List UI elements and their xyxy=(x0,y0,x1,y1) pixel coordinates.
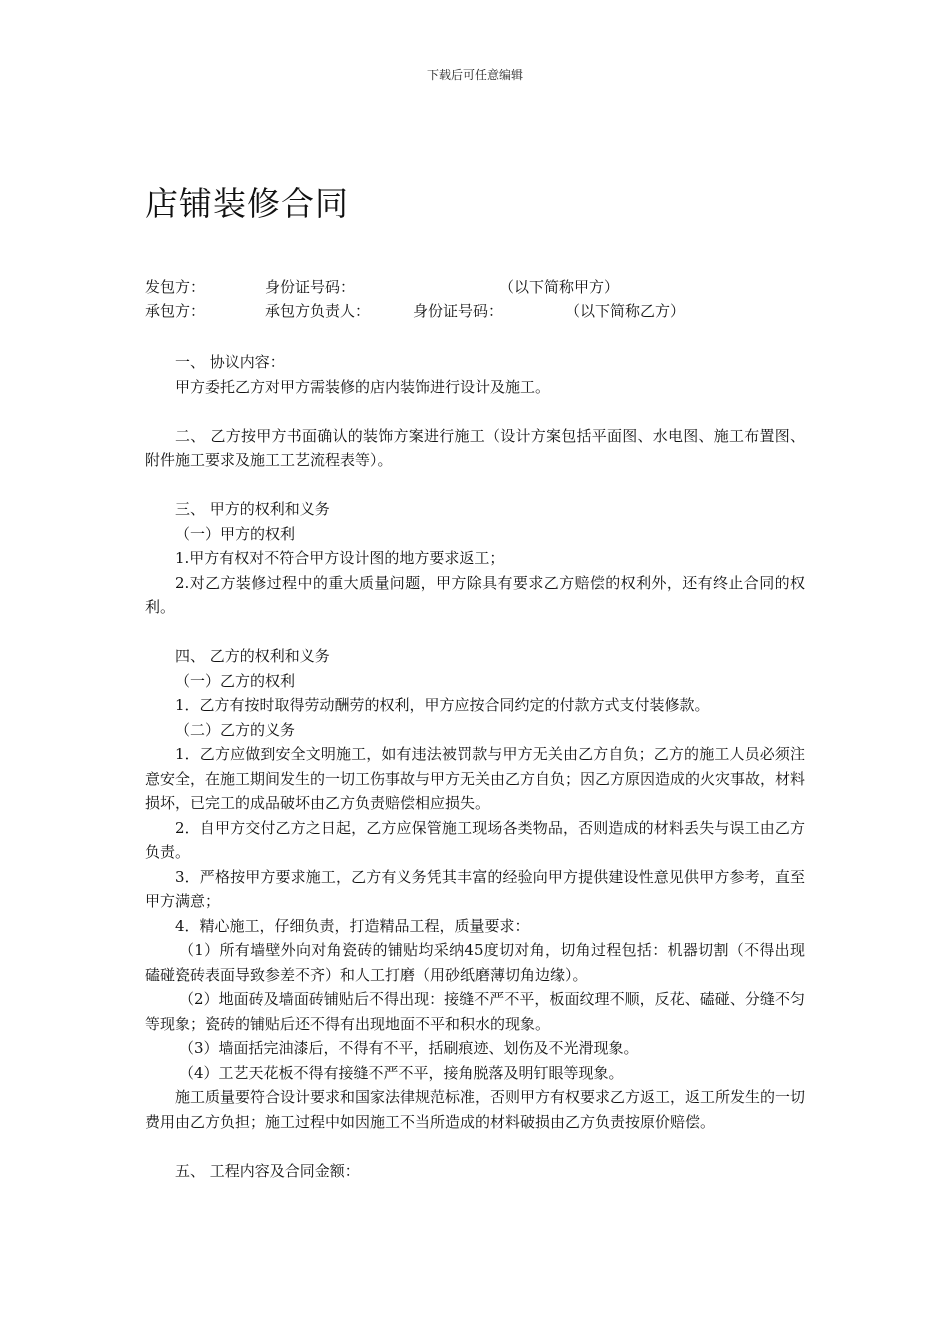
section-4-duty-2: 2．自甲方交付乙方之日起，乙方应保管施工现场各类物品，否则造成的材料丢失与误工由乙方负责。 xyxy=(145,818,805,861)
quality-requirement-4: （4）工艺天花板不得有接缝不严不平，接角脱落及明钉眼等现象。 xyxy=(179,1063,624,1082)
section-4-subheading-rights: （一）乙方的权利 xyxy=(175,671,296,690)
contractor-label: 承包方： xyxy=(145,302,206,320)
document-title: 店铺装修合同 xyxy=(145,184,349,223)
quality-requirement-2: （2）地面砖及墙面砖铺贴后不得出现：接缝不严不平，板面纹理不顺，反花、磕碰、分缝不匀等现象；瓷砖的铺贴后还不得有出现地面不平和积水的现象。 xyxy=(145,990,805,1033)
section-1-heading: 一、 协议内容： xyxy=(175,353,285,371)
contractor-alias: （以下简称乙方） xyxy=(565,302,686,320)
contractor-manager-label: 承包方负责人： xyxy=(265,302,371,320)
section-1-paragraph: 甲方委托乙方对甲方需装修的店内装饰进行设计及施工。 xyxy=(175,377,551,396)
section-4-heading: 四、 乙方的权利和义务 xyxy=(175,647,330,665)
quality-requirement-3: （3）墙面括完油漆后，不得有不平，括刷痕迹、划伤及不光滑现象。 xyxy=(179,1039,639,1057)
section-5-heading: 五、 工程内容及合同金额： xyxy=(175,1161,360,1180)
section-2-paragraph: 二、 乙方按甲方书面确认的装饰方案进行施工（设计方案包括平面图、水电图、施工布置图、附件施工要求及施工工艺流程表等）。 xyxy=(145,426,805,469)
employer-id-label: 身份证号码： xyxy=(265,278,356,296)
section-3-item-2: 2.对乙方装修过程中的重大质量问题，甲方除具有要求乙方赔偿的权利外，还有终止合同的权利。 xyxy=(145,573,805,616)
section-4-subheading-duties: （二）乙方的义务 xyxy=(175,720,296,739)
section-3-item-1: 1.甲方有权对不符合甲方设计图的地方要求返工； xyxy=(175,549,505,567)
quality-requirement-1: （1）所有墙壁外向对角瓷砖的铺贴均采纳45度切对角，切角过程包括：机器切割（不得出现磕碰瓷砖表面导致参差不齐）和人工打磨（用砂纸磨薄切角边缘）。 xyxy=(145,941,805,984)
quality-standard-paragraph: 施工质量要符合设计要求和国家法律规范标准，否则甲方有权要求乙方返工，返工所发生的一切费用由乙方负担；施工过程中如因施工不当所造成的材料破损由乙方负责按原价赔偿。 xyxy=(145,1088,806,1131)
employer-alias: （以下简称甲方） xyxy=(499,278,620,296)
section-3-subheading-rights: （一）甲方的权利 xyxy=(175,524,296,543)
employer-label: 发包方： xyxy=(145,278,206,296)
contractor-id-label: 身份证号码： xyxy=(413,302,504,320)
section-4-right-1: 1．乙方有按时取得劳动酬劳的权利，甲方应按合同约定的付款方式支付装修款。 xyxy=(175,696,710,714)
header-note: 下载后可任意编辑 xyxy=(426,68,523,82)
section-4-duty-3: 3．严格按甲方要求施工，乙方有义务凭其丰富的经验向甲方提供建设性意见供甲方参考，直至甲方满意； xyxy=(145,867,805,910)
section-3-heading: 三、 甲方的权利和义务 xyxy=(175,500,330,518)
section-4-duty-1: 1．乙方应做到安全文明施工，如有违法被罚款与甲方无关由乙方自负；乙方的施工人员必须注意安全，在施工期间发生的一切工伤事故与甲方无关由乙方自负；因乙方原因造成的火灾事故，材料损坏，已完工的成品破坏由乙方负责赔偿相应损失。 xyxy=(145,745,806,812)
section-4-duty-4: 4．精心施工，仔细负责，打造精品工程，质量要求： xyxy=(175,916,530,935)
contract-body xyxy=(145,350,805,1183)
